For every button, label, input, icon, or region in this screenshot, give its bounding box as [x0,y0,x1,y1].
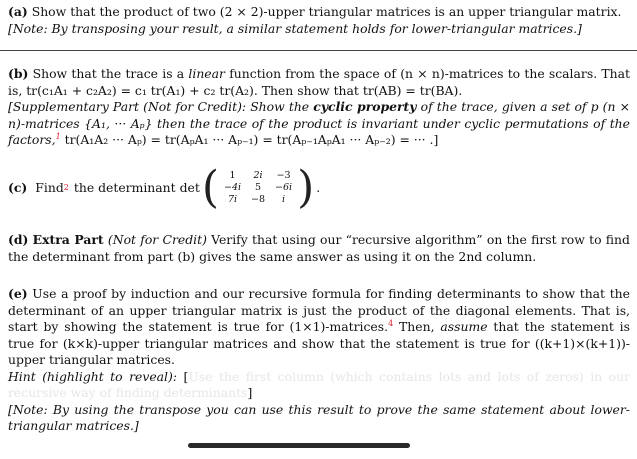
part-e-note: [Note: By using the transpose you can use this result to prove the same statement about lower-triangular matrices.] [8,401,630,433]
part-a-text: Show that the product of two (2 × 2)-upper triangular matrices is an upper triangular matrix. [31,4,622,19]
part-d-label: (d) [8,232,29,247]
part-c-text-2: the determinant det [73,179,200,195]
matrix-cell: 1 [229,170,236,181]
part-e [8,286,630,435]
right-paren: ) [297,162,315,213]
matrix-table [219,170,297,206]
part-b-supplementary [8,99,630,149]
matrix-row [219,170,297,182]
part-b-label: (b) [8,66,29,81]
part-d-not-credit: (Not for Credit) [107,232,207,247]
matrix-cell: −8 [251,194,266,205]
part-d-statement [8,232,630,265]
matrix-cell: −6i [275,182,293,193]
part-c-statement: (c) Find 2 the determinant det ( 1 2i −3 −4i 5 −6i 7i −8 i ) . [8,162,321,213]
part-c-label: (c) [8,179,28,195]
footnote-1-link[interactable]: 1 [55,132,61,141]
left-paren: ( [201,162,219,213]
part-b-supp-3: tr(A₁A₂ ··· Aₚ) = tr(AₚA₁ ··· Aₚ₋₁) = tr(Aₚ₋₁AₚA₁ ··· Aₚ₋₂) = ··· .] [64,132,439,147]
hint-close-bracket: ] [247,385,253,400]
part-e-label: (e) [8,286,28,301]
hint-label: Hint (highlight to reveal): [8,368,178,384]
part-b-supp-2: of the trace, given a set of p (n × n)-matrices {A₁, ··· Aₚ} then the trace of the product is invariant under cyclic permutations of the factors, [8,99,630,147]
part-e-hint [8,369,630,402]
matrix-row [219,194,297,206]
part-d [8,232,630,265]
matrix-cell: −4i [223,182,242,193]
matrix-cell: i [282,194,286,205]
part-e-statement [8,286,630,369]
part-b-text-2: function from the space of (n × n)-matrices to the scalars. That is, tr(c₁A₁ + c₂A₂) = c₁ tr(A₁) + c₂ tr(A₂). Then show that tr(AB) = tr(BA). [8,66,630,98]
horizontal-scrollbar[interactable] [188,443,410,448]
hidden-hint-text[interactable]: Use the first column (which contains lots and lots of zeros) in our recursive way of finding determinants [8,368,631,400]
part-b-statement [8,66,630,99]
determinant-matrix [201,162,315,213]
part-d-text: Verify that using our “recursive algorithm” on the first row to find the determinant from part (b) gives the same answer as using it on the 2nd column. [8,232,630,264]
part-e-assume: assume [440,319,488,334]
part-b-supp-1: [Supplementary Part (Not for Credit): Show the [8,99,310,114]
part-d-extra: Extra Part [32,232,104,247]
hint-open-bracket: [ [183,368,189,384]
part-a-note: [Note: By transposing your result, a similar statement holds for lower-triangular matrices.] [8,20,582,36]
part-e-text-3: that the statement is true for (k×k)-upper triangular matrices and show that the statement is true for ((k+1)×(k+1))-upper triangular matrices. [8,319,630,367]
matrix-cell: 2i [253,170,263,181]
matrix-cell: 7i [227,194,238,205]
matrix-cell: −3 [276,170,291,181]
part-a [8,4,630,37]
part-c-end: . [316,179,321,195]
part-b [8,66,630,149]
matrix-cell: 5 [255,182,262,193]
part-b-cyclic: cyclic property [313,99,417,114]
part-e-text-1: Use a proof by induction and our recursive formula for finding determinants to show that the determinant of an upper triangular matrix is just the product of the diagonal elements. That is, start by showing the statement is true for (1×1)-matrices. [8,286,630,334]
matrix-row [219,182,297,194]
part-a-statement [8,4,630,21]
divider [0,50,637,51]
part-c-text-1: Find [35,179,64,195]
part-e-text-2: Then, [399,319,435,334]
part-a-label: (a) [8,4,28,19]
part-b-linear: linear [188,66,225,81]
part-c [8,162,630,213]
footnote-4-link[interactable]: 4 [388,319,394,328]
part-b-text-1: Show that the trace is a [32,66,185,81]
